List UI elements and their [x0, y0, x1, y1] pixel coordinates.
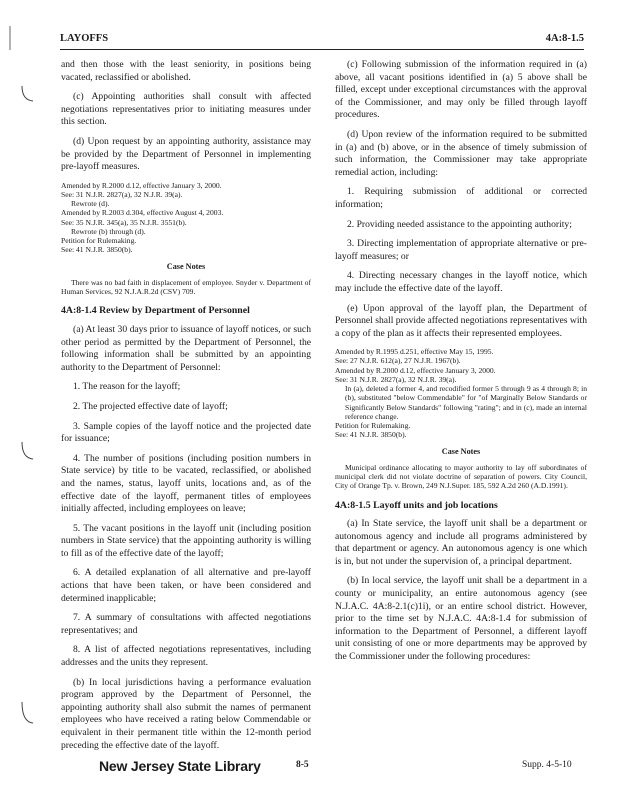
- history-line: See: 41 N.J.R. 3850(b).: [335, 430, 407, 440]
- list-item: 3. Directing implementation of appropriate alternative or pre-layoff measures; or: [335, 238, 587, 262]
- history-line: Amended by R.1995 d.251, effective May 15, 1995.: [335, 347, 494, 357]
- binder-hole-mark: [20, 84, 34, 104]
- paragraph: (b) In local service, the layoff unit shall be a department in a county or municipality, an entire autonomous agency (see N.J.A.C. 4A:8-2.1(c)1i), or an entire school district. However, prior to the time set by N.J.A.C. 4A:8-1.4 for submission of information to the Department of Personnel, a different layoff unit consisting of one or more departments may be approved by the Commissioner under the following procedures:: [335, 575, 587, 663]
- history-line: Amended by R.2000 d.12, effective January 3, 2000.: [335, 365, 496, 375]
- header-section: 4A:8-1.5: [545, 33, 584, 44]
- list-item: 8. A list of affected negotiations representatives, including addresses and the units they represent.: [61, 644, 311, 669]
- page-footer: [0, 758, 618, 778]
- list-item: 1. The reason for the layoff;: [73, 381, 181, 393]
- history-line: See: 41 N.J.R. 3850(b).: [61, 245, 133, 255]
- list-item: 2. The projected effective date of layoff;: [73, 400, 228, 412]
- paragraph: (d) Upon request by an appointing authority, assistance may be provided by the Department of Personnel in implementing pre-layoff measures.: [61, 135, 311, 173]
- history-note: [335, 347, 587, 439]
- history-line: Rewrote (b) through (d).: [71, 226, 146, 236]
- supplement-date: Supp. 4-5-10: [522, 760, 572, 770]
- paragraph: (c) Appointing authorities shall consult with affected negotiations representatives prior to initiating measures under this section.: [61, 91, 311, 128]
- binder-hole-mark: [20, 700, 34, 726]
- history-line: See: 35 N.J.R. 345(a), 35 N.J.R. 3551(b).: [61, 217, 187, 227]
- list-item: 1. Requiring submission of additional or corrected information;: [335, 186, 587, 210]
- paragraph: (e) Upon approval of the layoff plan, the Department of Personnel shall provide affected negotiations representatives with a copy of the plan as it affects their represented employees.: [335, 302, 587, 339]
- case-note: Municipal ordinance allocating to mayor authority to lay off subordinates of municipal clerk did not violate doctrine of separation of powers. City Council, City of Orange Tp. v. Brown, 249 N.J.Super. 185, 592 A.2d 260 (A.D.1991).: [335, 462, 587, 491]
- section-heading: 4A:8-1.4 Review by Department of Personnel: [61, 305, 250, 317]
- list-item: 4. The number of positions (including position numbers in State service) by title to be vacated, reclassified, or abolished and the names, status, layoff units, locations and, as of the effective date of the layoff, permanent titles of employees initially affected, including employees on leave;: [61, 452, 311, 515]
- list-item: 7. A summary of consultations with affected negotiations representatives; and: [61, 612, 311, 636]
- paragraph: (c) Following submission of the information required in (a) above, all vacant positions identified in (a) 5 above shall be filled, except under exceptional circumstances with the approval of the Commissioner, and may only be filled through layoff procedures.: [335, 59, 587, 121]
- history-line: See: 31 N.J.R. 2827(a), 32 N.J.R. 39(a).: [335, 374, 457, 384]
- history-line: Petition for Rulemaking.: [335, 420, 411, 430]
- history-line: See: 31 N.J.R. 2827(a), 32 N.J.R. 39(a).: [61, 189, 183, 199]
- edge-tick: [8, 26, 12, 50]
- paragraph: (b) In local jurisdictions having a performance evaluation program approved by the Department of Personnel, the appointing authority shall also submit the names of permanent employees who have received a rating below Commendable or equivalent in their permanent title within the 12-month period preceding the effective date of the layoff.: [61, 676, 311, 751]
- history-line: Amended by R.2000 d.12, effective January 3, 2000.: [61, 180, 222, 190]
- binder-hole-mark: [20, 440, 34, 462]
- history-line: Petition for Rulemaking.: [61, 235, 137, 245]
- paragraph: (a) In State service, the layoff unit shall be a department or autonomous agency and include all programs administered by that department or agency. An autonomous agency is one which is in, but not under the supervision of, a principal department.: [335, 518, 587, 567]
- case-notes-heading: Case Notes: [441, 447, 481, 457]
- case-note: There was no bad faith in displacement of employee. Snyder v. Department of Human Services, 92 N.J.A.R.2d (CSV) 709.: [61, 277, 311, 297]
- library-stamp: New Jersey State Library: [99, 758, 261, 774]
- history-note: [61, 181, 311, 255]
- case-notes-heading: Case Notes: [166, 262, 206, 272]
- paragraph: (a) At least 30 days prior to issuance of layoff notices, or such other period as permitted by the Department of Personnel, the following information shall be submitted by an appointing authority to the Department of Personnel:: [61, 323, 311, 373]
- list-item: 3. Sample copies of the layoff notice and the projected date for issuance;: [61, 420, 311, 445]
- history-line: Amended by R.2003 d.304, effective August 4, 2003.: [61, 208, 224, 218]
- history-line: See: 27 N.J.R. 612(a), 27 N.J.R. 1967(b).: [335, 356, 461, 366]
- paragraph: (d) Upon review of the information required to be submitted in (a) and (b) above, or in the absence of timely submission of such information, the Commissioner may take appropriate remedial action, including:: [335, 128, 587, 178]
- paragraph: and then those with the least seniority, in positions being vacated, reclassified or abolished.: [61, 59, 311, 83]
- history-line: In (a), deleted a former 4, and recodified former 5 through 9 as 4 through 8; in (b), substituted "below Commendable" for "of Marginally Below Standards or Significantly Below Standards" following "rating"; and in (c), made an internal reference change.: [345, 384, 587, 421]
- list-item: 2. Providing needed assistance to the appointing authority;: [347, 218, 572, 230]
- list-item: 4. Directing necessary changes in the layoff notice, which may include the effective date of the layoff.: [335, 270, 587, 294]
- right-column: [335, 59, 587, 671]
- page-number: 8-5: [296, 760, 309, 770]
- running-header: [60, 33, 584, 50]
- list-item: 6. A detailed explanation of all alternative and pre-layoff actions that have been taken, or have been considered and determined inapplicable;: [61, 567, 311, 604]
- left-column: [61, 59, 311, 759]
- section-heading: 4A:8-1.5 Layoff units and job locations: [335, 499, 498, 511]
- header-title: LAYOFFS: [60, 33, 109, 44]
- list-item: 5. The vacant positions in the layoff unit (including position numbers in State service) that the appointing authority is willing to fill as of the effective date of the layoff;: [61, 522, 311, 559]
- history-line: Rewrote (d).: [71, 199, 110, 209]
